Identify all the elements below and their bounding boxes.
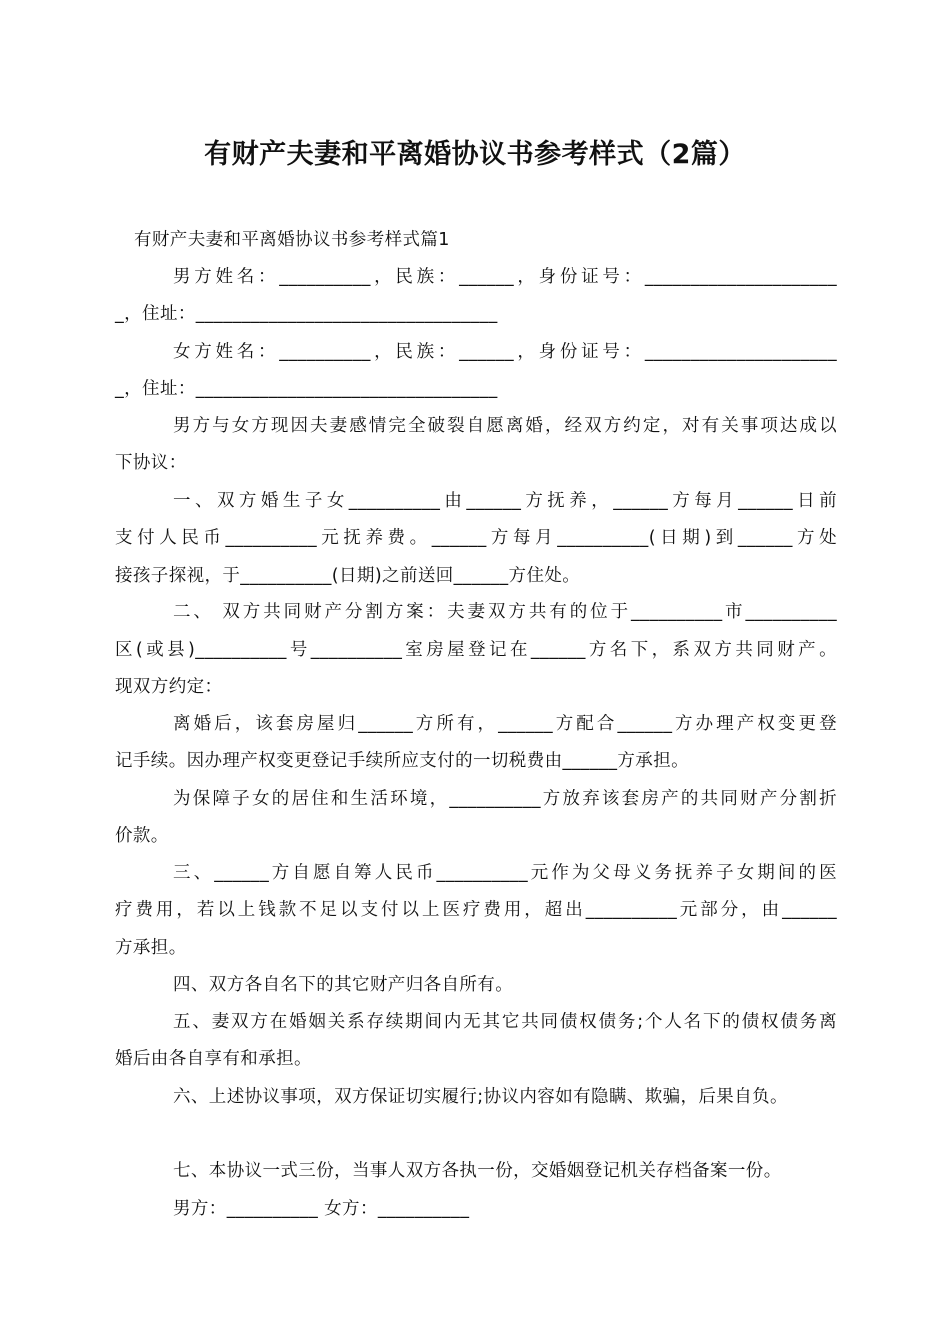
- paragraph-line: 四、双方各自名下的其它财产归各自所有。: [173, 975, 514, 995]
- paragraph-line: 下协议：: [115, 453, 187, 473]
- paragraph-line: 女方姓名：__________，民族：______，身份证号：_____________________: [173, 342, 837, 362]
- paragraph-line: 三、______方自愿自筹人民币__________元作为父母义务抚养子女期间的医: [173, 863, 837, 883]
- paragraph-line: 价款。: [115, 826, 169, 846]
- paragraph-line: 男方姓名：__________，民族：______，身份证号：_____________________: [173, 267, 837, 287]
- document-title: 有财产夫妻和平离婚协议书参考样式（2篇）: [204, 139, 746, 170]
- paragraph-line: 离婚后，该套房屋归______方所有，______方配合______方办理产权变更登: [173, 714, 837, 734]
- paragraph-line: 疗费用，若以上钱款不足以支付以上医疗费用，超出__________元部分，由______: [115, 900, 837, 920]
- paragraph-line: _，住址：_________________________________: [115, 379, 498, 399]
- paragraph-line: 婚后由各自享有和承担。: [115, 1049, 312, 1069]
- paragraph-line: 七、本协议一式三份，当事人双方各执一份，交婚姻登记机关存档备案一份。: [173, 1161, 782, 1181]
- section-heading: 有财产夫妻和平离婚协议书参考样式篇1: [134, 230, 450, 250]
- paragraph-line: 支付人民币__________元抚养费。______方每月__________(日期)到______方处: [115, 528, 837, 548]
- signature-line: 男方：__________ 女方：__________: [173, 1199, 470, 1219]
- paragraph-line: 六、上述协议事项，双方保证切实履行;协议内容如有隐瞒、欺骗，后果自负。: [173, 1087, 788, 1107]
- paragraph-line: 男方与女方现因夫妻感情完全破裂自愿离婚，经双方约定，对有关事项达成以: [173, 416, 837, 436]
- paragraph-line: 二、 双方共同财产分割方案：夫妻双方共有的位于__________市__________: [173, 602, 837, 622]
- paragraph-line: 一、双方婚生子女__________由______方抚养，______方每月______日前: [173, 491, 837, 511]
- paragraph-line: 接孩子探视，于__________(日期)之前送回______方住处。: [115, 566, 581, 586]
- paragraph-line: _，住址：_________________________________: [115, 304, 498, 324]
- paragraph-line: 区(或县)__________号__________室房屋登记在______方名下，系双方共同财产。: [115, 640, 837, 660]
- paragraph-line: 五、妻双方在婚姻关系存续期间内无其它共同债权债务;个人名下的债权债务离: [173, 1012, 837, 1032]
- paragraph-line: 记手续。因办理产权变更登记手续所应支付的一切税费由______方承担。: [115, 751, 689, 771]
- paragraph-line: 为保障子女的居住和生活环境，__________方放弃该套房产的共同财产分割折: [173, 789, 837, 809]
- paragraph-line: 现双方约定：: [115, 677, 223, 697]
- paragraph-line: 方承担。: [115, 938, 187, 958]
